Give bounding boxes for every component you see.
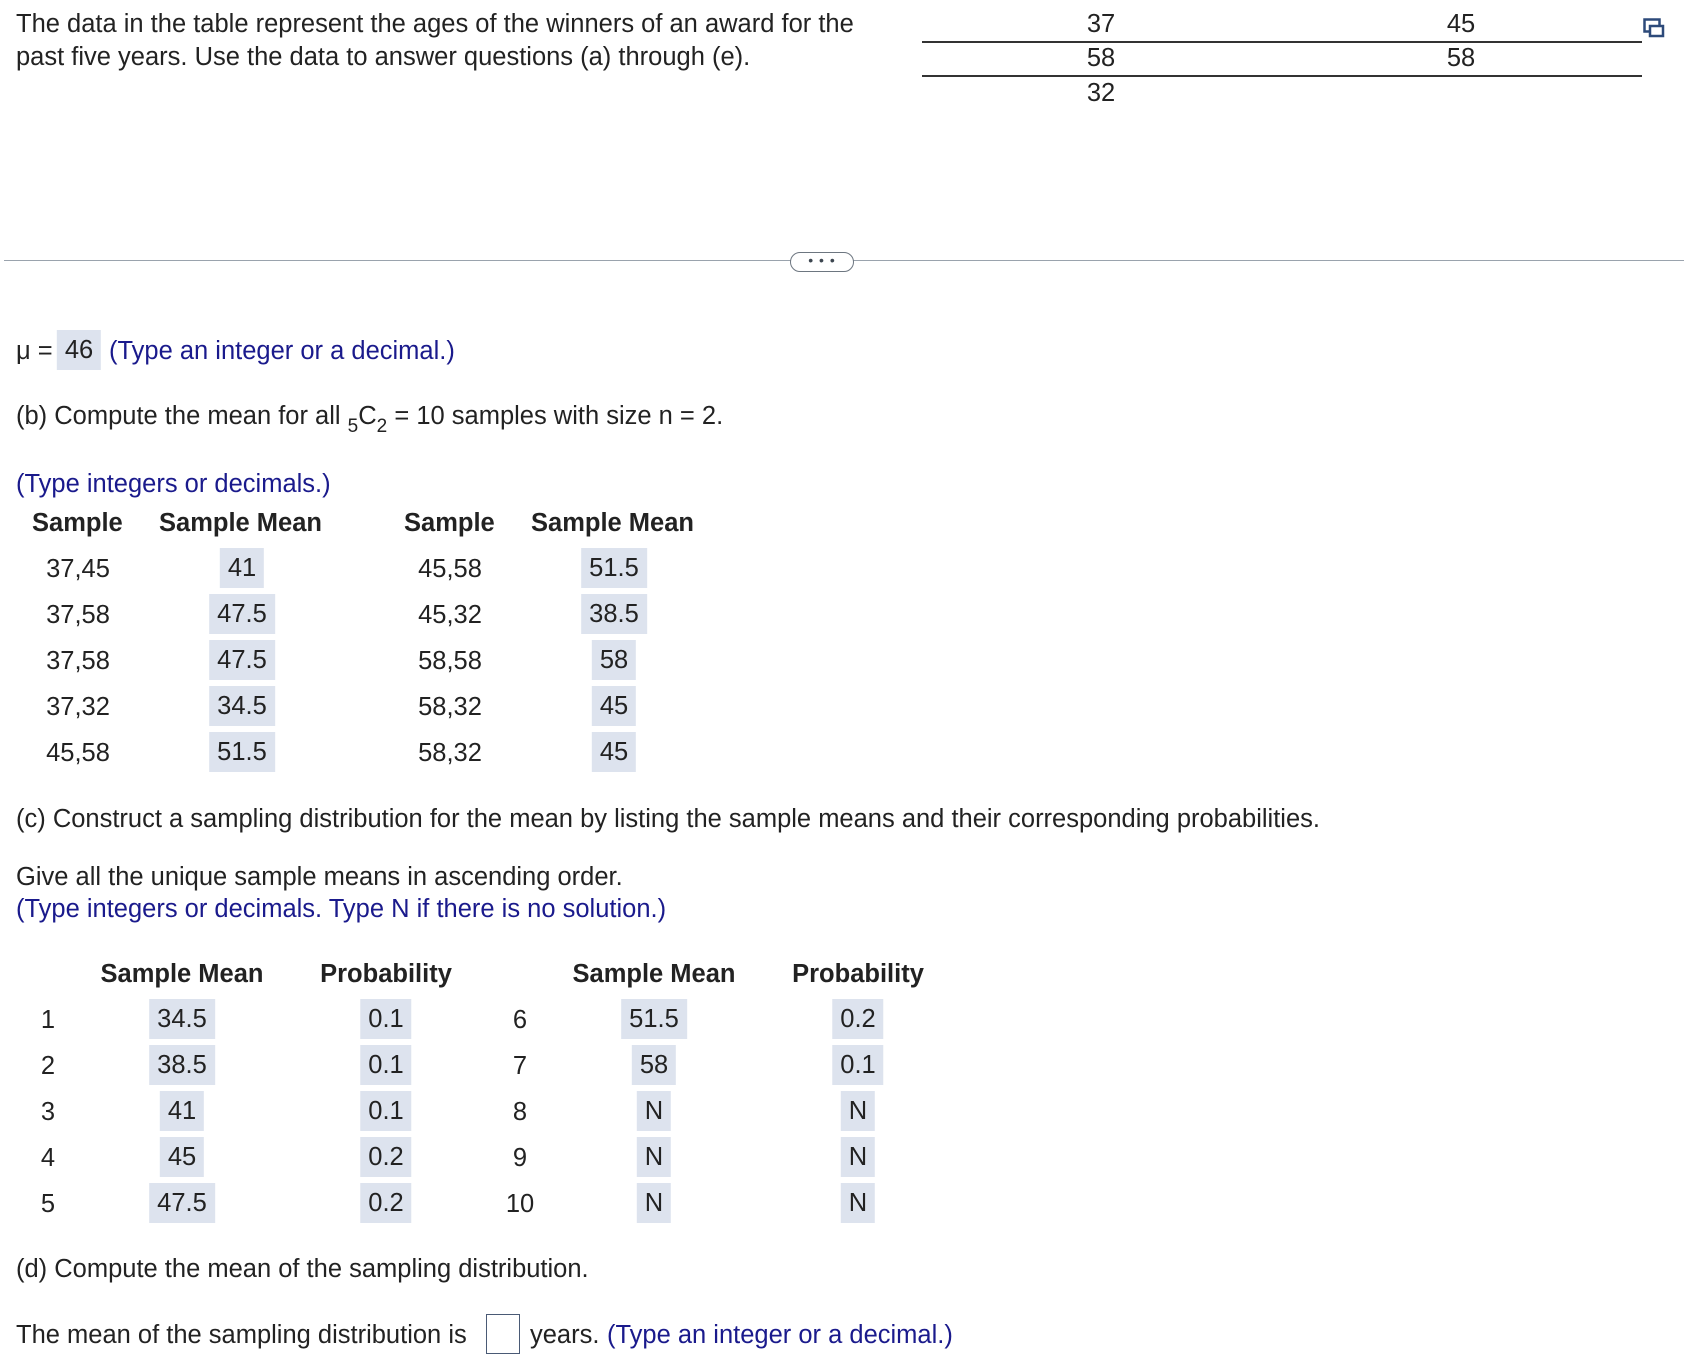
dist-mean-answer[interactable]: 47.5 [149,1183,215,1223]
dist-prob-answer[interactable]: N [841,1091,875,1131]
row-index: 1 [40,1006,56,1034]
intro-line-1: The data in the table represent the ages of the winners of an award for the [16,10,854,38]
row-index: 5 [40,1190,56,1218]
sample-pair: 37,58 [46,647,110,675]
intro-line-2: past five years. Use the data to answer questions (a) through (e). [16,43,751,71]
dist-mean-answer[interactable]: 38.5 [149,1045,215,1085]
part-c-hint: (Type integers or decimals. Type N if there is no solution.) [16,895,667,923]
sample-pair: 58,58 [418,647,482,675]
part-b-prompt [16,402,724,437]
dist-mean-answer[interactable]: 51.5 [621,999,687,1039]
part-d-hint: (Type an integer or a decimal.) [607,1321,953,1349]
sample-mean-answer[interactable]: 58 [592,640,636,680]
row-index: 2 [40,1052,56,1080]
popout-icon[interactable] [1643,18,1665,38]
row-index: 4 [40,1144,56,1172]
dist-mean-answer[interactable]: 34.5 [149,999,215,1039]
dist-prob-answer[interactable]: 0.1 [360,1091,411,1131]
sample-pair: 37,58 [46,601,110,629]
dist-mean-answer[interactable]: N [637,1137,671,1177]
dist-mean-answer[interactable]: 45 [160,1137,204,1177]
sample-pair: 58,32 [418,693,482,721]
combination-c: C [358,402,377,430]
dist-header-prob: Probability [320,960,452,988]
part-d-prompt: (d) Compute the mean of the sampling distribution. [16,1255,589,1283]
sample-mean-answer[interactable]: 51.5 [209,732,275,772]
mu-answer[interactable]: 46 [57,330,101,370]
part-b-suffix: = 10 samples with size n = 2. [394,402,724,430]
samples-header-sample: Sample [32,509,123,537]
mu-label: μ = [16,337,53,365]
sample-pair: 45,32 [418,601,482,629]
part-d-answer-suffix: years. [530,1321,600,1349]
dist-prob-answer[interactable]: 0.1 [832,1045,883,1085]
mean-answer-input[interactable] [486,1314,520,1354]
more-button[interactable]: • • • [790,252,854,272]
table-rule [922,41,1642,43]
data-cell: 37 [1086,10,1116,38]
combination-k: 2 [376,416,388,437]
row-index: 9 [512,1144,528,1172]
sample-pair: 45,58 [46,739,110,767]
part-b-hint: (Type integers or decimals.) [16,470,331,498]
table-rule [922,75,1642,77]
part-d-answer-prefix: The mean of the sampling distribution is [16,1321,467,1349]
sample-mean-answer[interactable]: 45 [592,732,636,772]
data-cell: 45 [1446,10,1476,38]
samples-header-mean: Sample Mean [159,509,322,537]
dist-prob-answer[interactable]: N [841,1183,875,1223]
sample-mean-answer[interactable]: 45 [592,686,636,726]
dist-mean-answer[interactable]: N [637,1183,671,1223]
dist-prob-answer[interactable]: 0.1 [360,1045,411,1085]
sample-mean-answer[interactable]: 34.5 [209,686,275,726]
sample-mean-answer[interactable]: 38.5 [581,594,647,634]
part-c-prompt: (c) Construct a sampling distribution for the mean by listing the sample means and their corresponding probabilities. [16,805,1320,833]
sample-mean-answer[interactable]: 47.5 [209,640,275,680]
samples-header-sample: Sample [404,509,495,537]
dist-mean-answer[interactable]: 41 [160,1091,204,1131]
dist-header-mean: Sample Mean [100,960,264,988]
sample-pair: 37,45 [46,555,110,583]
sample-mean-answer[interactable]: 41 [220,548,264,588]
part-b-prefix: (b) Compute the mean for all [16,402,341,430]
sample-mean-answer[interactable]: 47.5 [209,594,275,634]
dist-prob-answer[interactable]: 0.2 [832,999,883,1039]
row-index: 3 [40,1098,56,1126]
dist-prob-answer[interactable]: 0.2 [360,1137,411,1177]
sample-pair: 45,58 [418,555,482,583]
row-index: 6 [512,1006,528,1034]
dist-header-prob: Probability [792,960,924,988]
dist-prob-answer[interactable]: N [841,1137,875,1177]
dist-mean-answer[interactable]: N [637,1091,671,1131]
part-c-instruction: Give all the unique sample means in ascending order. [16,863,623,891]
sample-mean-answer[interactable]: 51.5 [581,548,647,588]
data-cell: 58 [1086,44,1116,72]
data-cell: 32 [1086,79,1116,107]
part-a-hint: (Type an integer or a decimal.) [109,337,455,365]
row-index: 8 [512,1098,528,1126]
combination-n: 5 [347,416,359,437]
sample-pair: 58,32 [418,739,482,767]
dist-mean-answer[interactable]: 58 [632,1045,676,1085]
dist-header-mean: Sample Mean [572,960,736,988]
row-index: 10 [505,1190,535,1218]
samples-header-mean: Sample Mean [531,509,694,537]
sample-pair: 37,32 [46,693,110,721]
dist-prob-answer[interactable]: 0.1 [360,999,411,1039]
row-index: 7 [512,1052,528,1080]
data-cell: 58 [1446,44,1476,72]
dist-prob-answer[interactable]: 0.2 [360,1183,411,1223]
